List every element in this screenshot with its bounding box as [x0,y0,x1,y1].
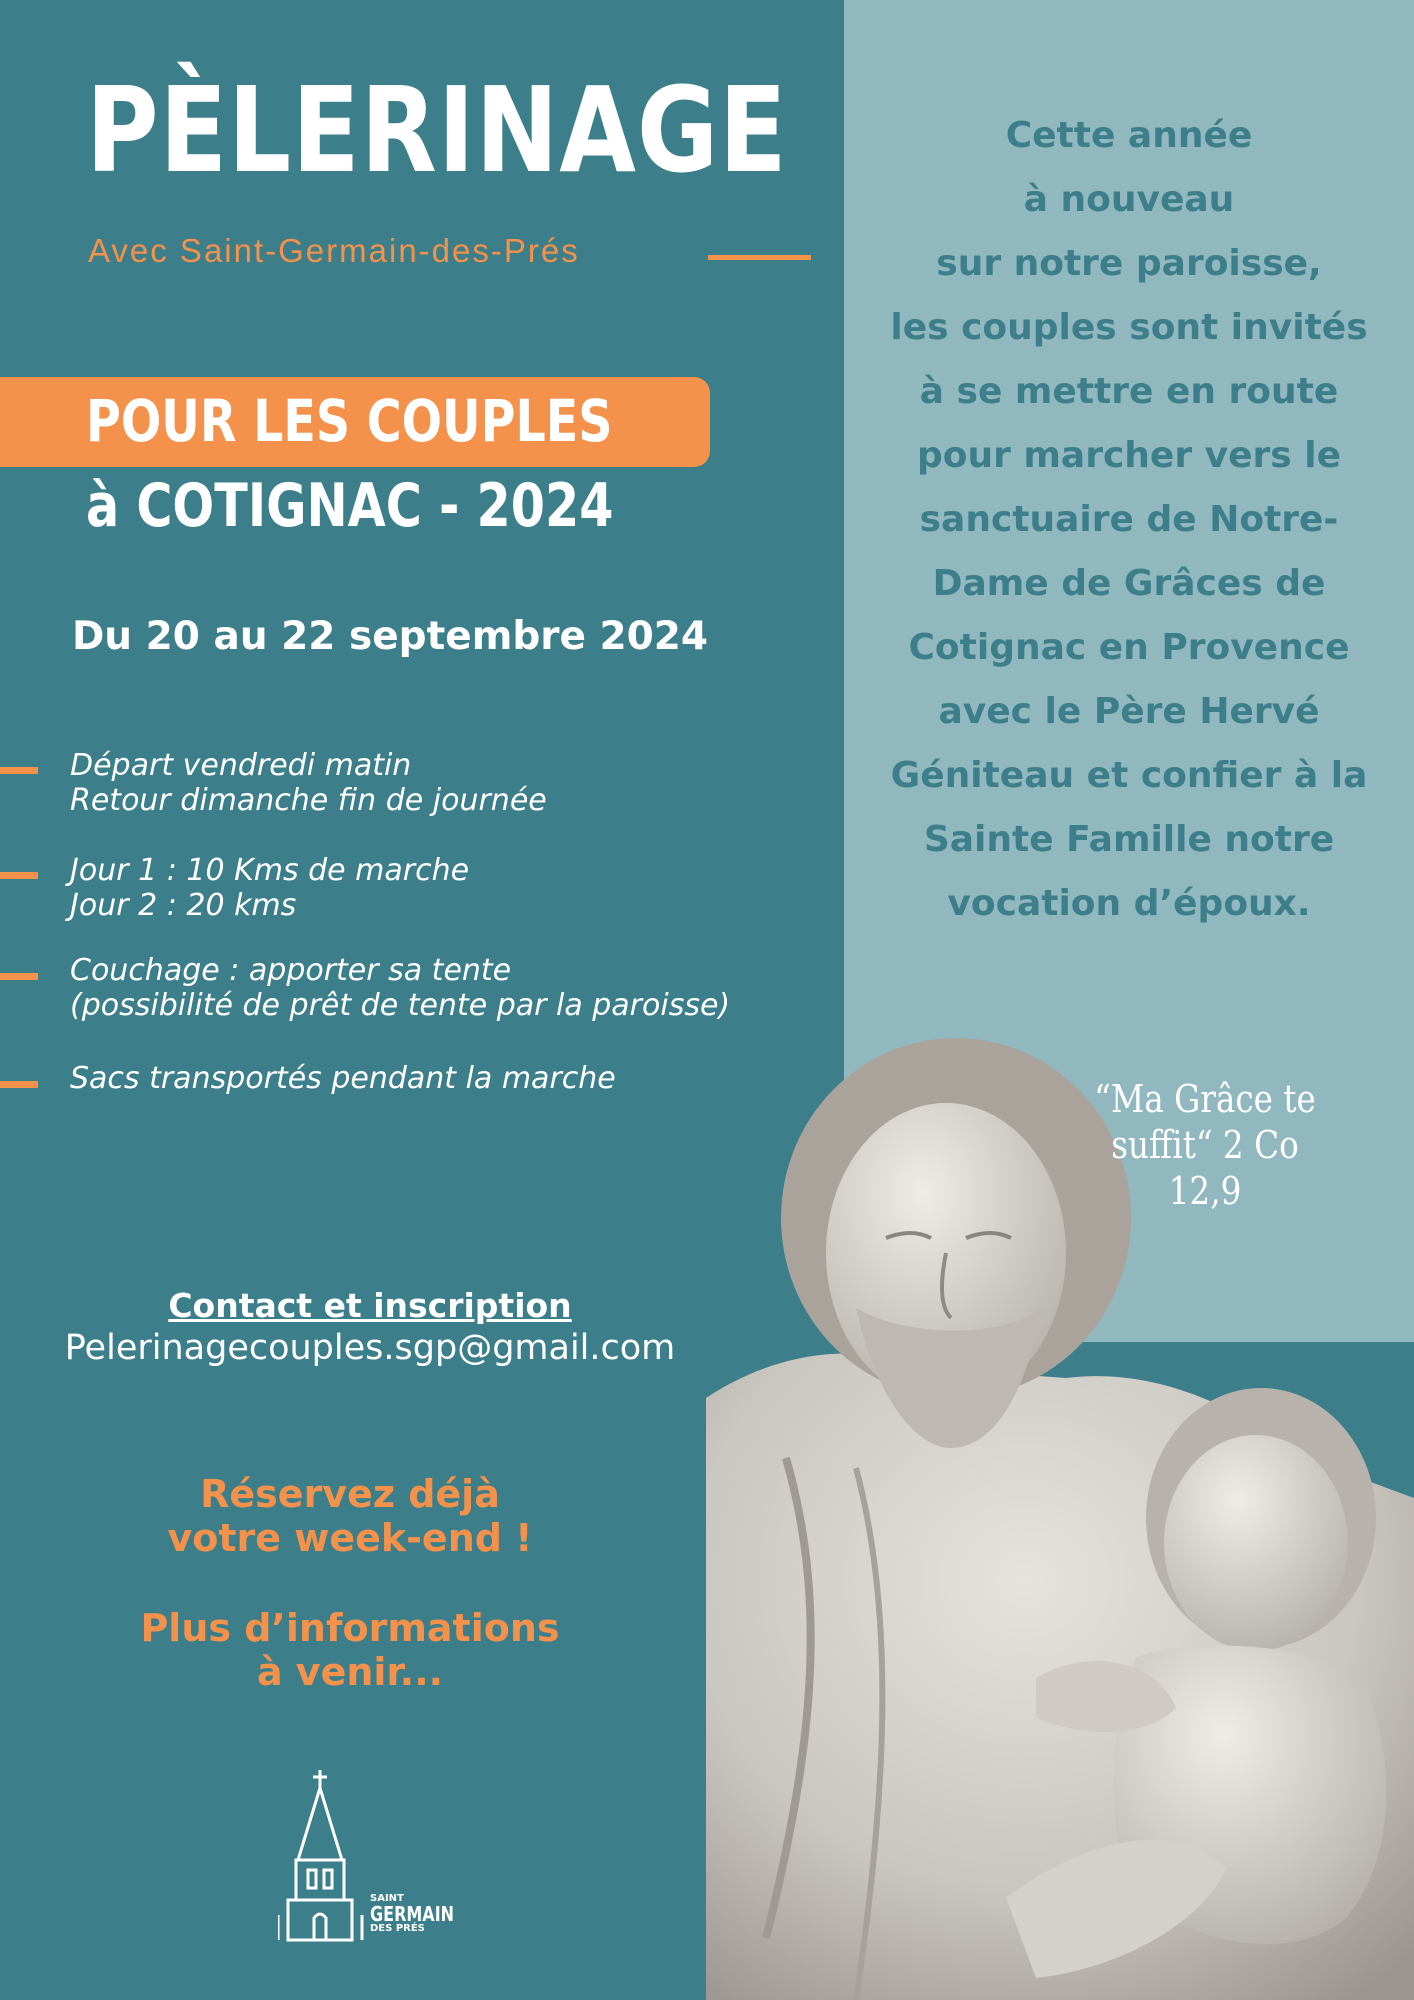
intro-line: les couples sont invités [890,307,1368,348]
info-line: Plus d’informations [140,1606,560,1650]
intro-line: Sainte Famille notre [923,819,1335,860]
detail-line: Jour 1 : 10 Kms de marche [70,853,470,888]
intro-line: Géniteau et confier à la [890,755,1368,796]
detail-item [70,1061,616,1096]
intro-line: Cotignac en Provence [908,627,1350,668]
detail-line: Jour 2 : 20 kms [70,888,297,923]
bullet-marker [0,767,38,774]
reserve-callout [0,1472,700,1560]
info-line: à venir... [256,1650,444,1694]
logo-line: SAINT [370,1893,404,1904]
bullet-marker [0,973,38,980]
detail-item [70,853,469,923]
reserve-line: Réservez déjà [200,1472,500,1516]
event-dates: Du 20 au 22 septembre 2024 [71,614,709,659]
intro-line: Cette année [1005,115,1253,156]
intro-line: à nouveau [1023,179,1235,220]
audience-label: POUR LES COUPLES [86,387,613,455]
detail-line: Départ vendredi matin [70,748,412,783]
quote-line: “Ma Grâce te [1094,1077,1316,1121]
detail-line: Couchage : apporter sa tente [70,953,512,988]
quote-line: suffit“ 2 Co 12,9 [1111,1123,1299,1213]
detail-line: (possibilité de prêt de tente par la paroisse) [70,988,731,1023]
detail-item [70,953,730,1023]
detail-line: Sacs transportés pendant la marche [70,1061,616,1096]
poster-title: PÈLERINAGE [86,61,788,199]
contact-heading: Contact et inscription [168,1286,572,1325]
intro-line: à se mettre en route [919,371,1339,412]
intro-line: Dame de Grâces de [932,563,1326,604]
destination-label: à COTIGNAC - 2024 [86,471,614,541]
intro-line: sanctuaire de Notre- [919,499,1339,540]
reserve-line: votre week-end ! [167,1516,533,1560]
info-callout [0,1606,700,1694]
detail-item [70,748,547,818]
logo-line: GERMAIN [370,1902,455,1926]
parish-logo-text [370,1894,475,1934]
poster-subtitle: Avec Saint-Germain-des-Prés [88,232,580,269]
intro-line: sur notre paroisse, [936,243,1322,284]
bullet-marker [0,1081,38,1088]
logo-line: DES PRÉS [370,1923,425,1934]
bullet-marker [0,872,38,879]
intro-paragraph [864,104,1394,936]
intro-line: avec le Père Hervé [938,691,1320,732]
detail-line: Retour dimanche fin de journée [70,783,547,818]
scripture-quote [1080,1076,1329,1214]
subtitle-rule [708,255,811,260]
intro-line: pour marcher vers le [916,435,1341,476]
intro-line: vocation d’époux. [947,883,1311,924]
contact-email-link[interactable]: Pelerinagecouples.sgp@gmail.com [64,1328,676,1368]
